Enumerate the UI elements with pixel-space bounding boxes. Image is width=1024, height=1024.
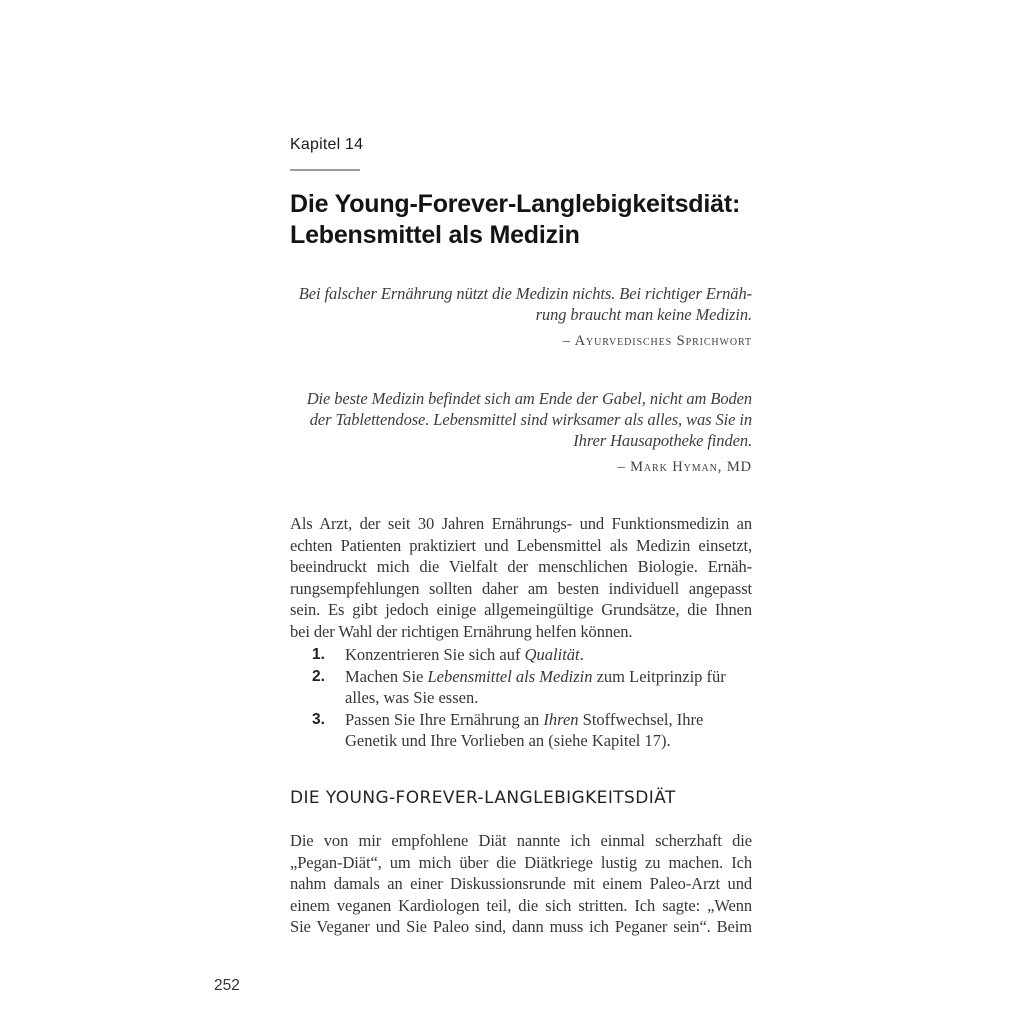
chapter-title [290, 189, 752, 251]
text-line: einem veganen Kardiologen teil, die sich stritten. Ich sagte: „Wenn [290, 895, 752, 915]
list-text-segment: Passen Sie Ihre Ernährung an [345, 709, 544, 729]
epigraph-quote-2 [290, 388, 752, 478]
text-line: echten Patienten praktiziert und Lebensmittel als Medizin einsetzt, [290, 535, 752, 555]
list-item [290, 666, 752, 709]
text-line: Die Young-Forever-Langlebigkeitsdiät: [290, 190, 741, 218]
list-item [290, 644, 752, 666]
epigraph-quote-1 [290, 283, 752, 352]
text-line: rungsempfehlungen sollten daher am besten individuell angepasst [290, 578, 752, 598]
principles-list [290, 644, 752, 752]
text-line: bei der Wahl der richtigen Ernährung helfen können. [290, 621, 633, 641]
text-line: nahm damals an einer Diskussionsrunde mit einem Paleo-Arzt und [290, 874, 752, 894]
text-line: Sie Veganer und Sie Paleo sind, dann muss ich Peganer sein“. Beim [290, 917, 752, 937]
chapter-kicker: Kapitel 14 [290, 136, 364, 153]
text-line: beeindruckt mich die Vielfalt der menschlichen Biologie. Ernäh- [290, 557, 752, 577]
text-line: Als Arzt, der seit 30 Jahren Ernährungs- und Funktionsmedizin an [290, 514, 752, 533]
list-text-segment: zum Leitprinzip für alles, was Sie essen. [345, 666, 726, 708]
list-text-italic: Qualität [524, 645, 580, 664]
text-line: „Pegan-Diät“, um mich über die Diätkriege lustig zu machen. Ich [290, 852, 752, 872]
list-text-italic: Ihren [543, 709, 579, 729]
list-text-segment: Konzentrieren Sie sich auf [345, 645, 525, 664]
text-line: Die von mir empfohlene Diät nannte ich einmal scherzhaft die [290, 831, 752, 850]
list-text-italic: Lebensmittel als Medizin [427, 666, 593, 686]
section-paragraph [290, 830, 752, 938]
quote-lines [290, 388, 752, 451]
list-text [345, 667, 726, 708]
page-number: 252 [214, 977, 240, 994]
list-number: 1. [312, 646, 325, 663]
list-text [345, 710, 703, 751]
list-number: 2. [312, 667, 325, 685]
list-number: 3. [312, 710, 325, 728]
text-line: der Tablettendose. Lebensmittel sind wirksamer als alles, was Sie in [309, 410, 752, 429]
text-line: Bei falscher Ernährung nützt die Medizin nichts. Bei richtiger Ernäh- [298, 284, 752, 303]
list-item [290, 709, 752, 752]
text-line: Ihrer Hausapotheke finden. [573, 431, 752, 450]
quote-attribution: – Mark Hyman, MD [617, 459, 752, 475]
intro-paragraph [290, 513, 752, 643]
quote-attribution: – Ayurvedisches Sprichwort [562, 333, 752, 349]
text-line: Die beste Medizin befindet sich am Ende der Gabel, nicht am Boden [306, 389, 752, 408]
chapter-rule [290, 169, 360, 171]
quote-lines [290, 283, 752, 325]
text-line: sein. Es gibt jedoch einige allgemeingültige Grundsätze, die Ihnen [290, 600, 752, 620]
section-heading: DIE YOUNG-FOREVER-LANGLEBIGKEITSDIÄT [290, 788, 676, 808]
list-text [345, 645, 584, 664]
list-text-segment: Stoffwechsel, Ihre Genetik und Ihre Vorlieben an (siehe Kapitel 17). [345, 709, 704, 751]
list-text-segment: Machen Sie [345, 666, 428, 686]
text-line: Lebensmittel als Medizin [290, 221, 580, 249]
list-text-segment: . [579, 645, 584, 664]
text-line: rung braucht man keine Medizin. [535, 305, 752, 324]
